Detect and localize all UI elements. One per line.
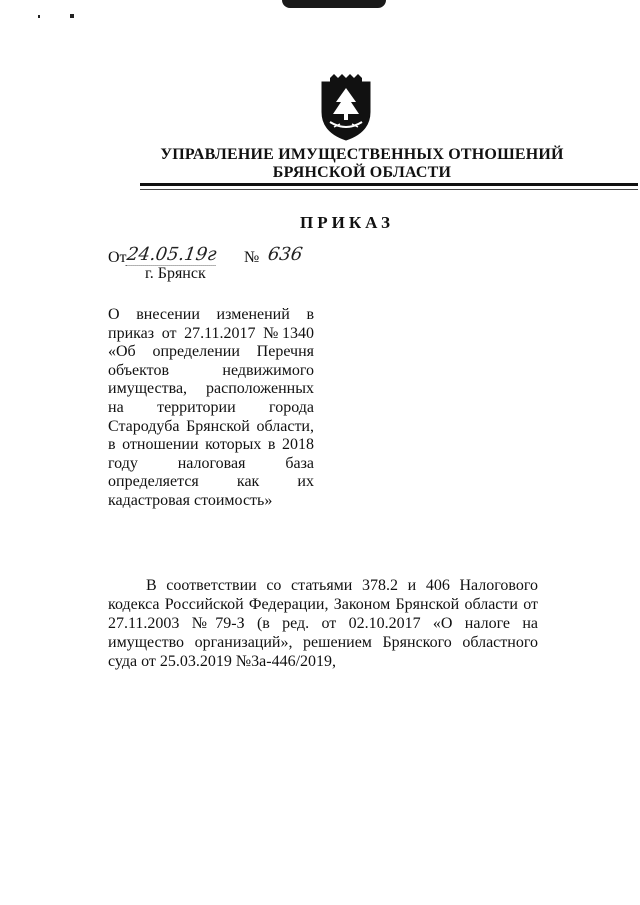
scan-artifact-mark: [282, 0, 386, 8]
scan-speck: [38, 15, 40, 18]
number-label: №: [244, 249, 260, 266]
header-divider-thin: [140, 189, 638, 190]
date-prefix: От: [108, 249, 127, 266]
organization-name-line1: УПРАВЛЕНИЕ ИМУЩЕСТВЕННЫХ ОТНОШЕНИЙ: [160, 146, 564, 163]
scan-speck: [70, 14, 74, 18]
handwritten-date: 24.05.19г: [125, 244, 218, 265]
body-paragraph: В соответствии со статьями 378.2 и 406 Налогового кодекса Российской Федерации, Законом Брянской области от 27.11.2003 №79-З (в ред. от 02.10.2017 «О налоге на имущество организаций», решением Брянского областного суда от 25.03.2019 №3а-446/2019,: [108, 577, 538, 670]
organization-name-line2: БРЯНСКОЙ ОБЛАСТИ: [272, 164, 452, 181]
order-subject: О внесении изменений в приказ от 27.11.2017 №1340 «Об определении Перечня объектов недвижимого имущества, расположенных на территории города Стародуба Брянской области, в отношении которых в 2018 году налоговая база определяется как их кадастровая стоимость»: [108, 306, 314, 509]
city-name: г. Брянск: [145, 265, 206, 282]
handwritten-order-number: 636: [266, 244, 304, 265]
coat-of-arms-icon: [318, 72, 374, 142]
header-divider-thick: [140, 183, 638, 186]
document-title: ПРИКАЗ: [300, 213, 394, 232]
